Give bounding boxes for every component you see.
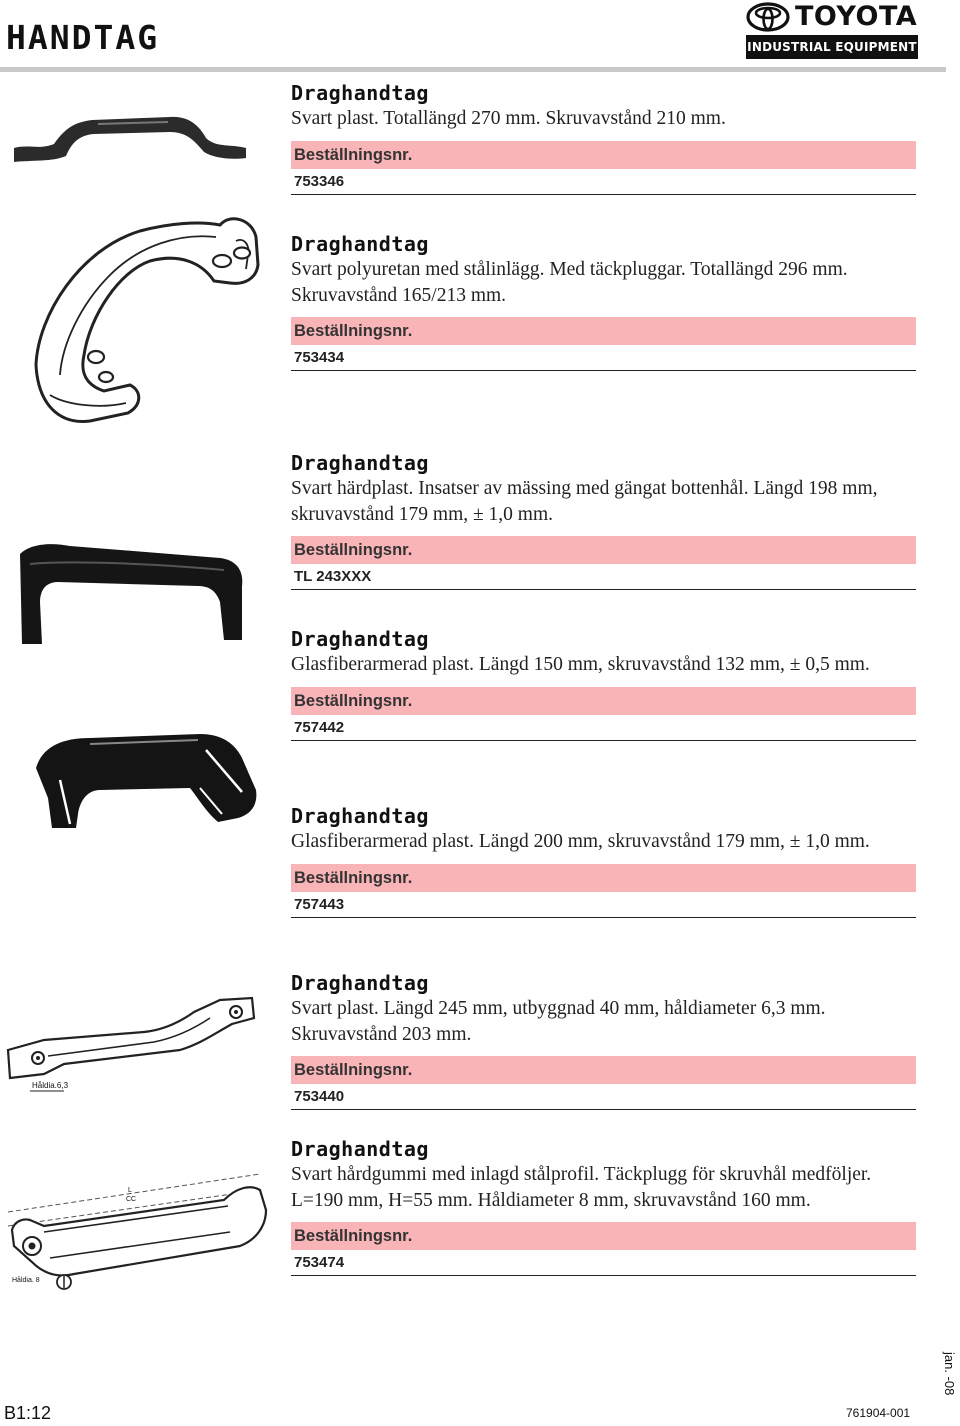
- logo-tagline: INDUSTRIAL EQUIPMENT: [746, 35, 918, 59]
- page-title: HANDTAG: [6, 18, 160, 57]
- product-description: Svart härdplast. Insatser av mässing med gängat bottenhål. Längd 198 mm, skruvavstånd 179 mm, ± 1,0 mm.: [291, 478, 878, 525]
- product-description: Glasfiberarmerad plast. Längd 150 mm, skruvavstånd 132 mm, ± 0,5 mm.: [291, 654, 870, 675]
- handle-drawing-1: [10, 104, 250, 170]
- dimension-l-label: L: [128, 1187, 132, 1194]
- product-title: Draghandtag: [291, 451, 429, 475]
- product-entry: [291, 803, 916, 918]
- order-number: 757443: [291, 892, 916, 918]
- order-number: 753440: [291, 1084, 916, 1110]
- product-title: Draghandtag: [291, 1137, 429, 1161]
- order-number-label: Beställningsnr.: [291, 687, 916, 715]
- product-title: Draghandtag: [291, 971, 429, 995]
- product-entry: [291, 626, 916, 741]
- product-title: Draghandtag: [291, 804, 429, 828]
- page-number: B1:12: [4, 1403, 52, 1423]
- product-title: Draghandtag: [291, 627, 429, 651]
- product-description: Svart polyuretan med stålinlägg. Med täckpluggar. Totallängd 296 mm. Skruvavstånd 165/213 mm.: [291, 259, 848, 306]
- toyota-logo: [746, 2, 918, 60]
- product-title: Draghandtag: [291, 81, 429, 105]
- product-description: Svart plast. Totallängd 270 mm. Skruvavstånd 210 mm.: [291, 108, 726, 129]
- order-number-label: Beställningsnr.: [291, 1222, 916, 1250]
- product-entry: [291, 231, 916, 371]
- logo-brand: TOYOTA: [795, 1, 918, 32]
- dimension-cc-label: CC: [126, 1196, 137, 1203]
- order-number-label: Beställningsnr.: [291, 317, 916, 345]
- order-number-label: Beställningsnr.: [291, 141, 916, 169]
- order-number-label: Beställningsnr.: [291, 1056, 916, 1084]
- handle-drawing-2: [30, 205, 260, 430]
- order-number-label: Beställningsnr.: [291, 536, 916, 564]
- order-number: 753434: [291, 345, 916, 371]
- product-description: Svart plast. Längd 245 mm, utbyggnad 40 mm, håldiameter 6,3 mm. Skruvavstånd 203 mm.: [291, 998, 826, 1045]
- handle-drawing-6: [4, 1170, 270, 1300]
- order-number: 757442: [291, 715, 916, 741]
- product-entry: [291, 450, 916, 590]
- document-code: 761904-001: [846, 1406, 911, 1420]
- header-rule: [0, 67, 946, 72]
- product-entry: [291, 1136, 916, 1276]
- product-entry: [291, 80, 916, 195]
- handle-drawing-3: [10, 540, 246, 650]
- order-number: 753346: [291, 169, 916, 195]
- order-number: 753474: [291, 1250, 916, 1276]
- handle-drawing-5: [4, 994, 260, 1094]
- order-number: TL 243XXX: [291, 564, 916, 590]
- toyota-emblem-icon: [746, 2, 790, 32]
- product-description: Svart hårdgummi med inlagd stålprofil. Täckplugg för skruvhål medföljer. L=190 mm, H=55 mm. Håldiameter 8 mm, skruvavstånd 160 mm.: [291, 1164, 872, 1211]
- product-title: Draghandtag: [291, 232, 429, 256]
- hole-diameter-label-2: Håldia. 8: [12, 1277, 40, 1284]
- product-description: Glasfiberarmerad plast. Längd 200 mm, skruvavstånd 179 mm, ± 1,0 mm.: [291, 831, 870, 852]
- product-entry: [291, 970, 916, 1110]
- handle-drawing-4: [30, 728, 260, 833]
- order-number-label: Beställningsnr.: [291, 864, 916, 892]
- hole-diameter-label-1: Håldia.6,3: [32, 1081, 69, 1090]
- document-date: jan. -08: [942, 1352, 957, 1396]
